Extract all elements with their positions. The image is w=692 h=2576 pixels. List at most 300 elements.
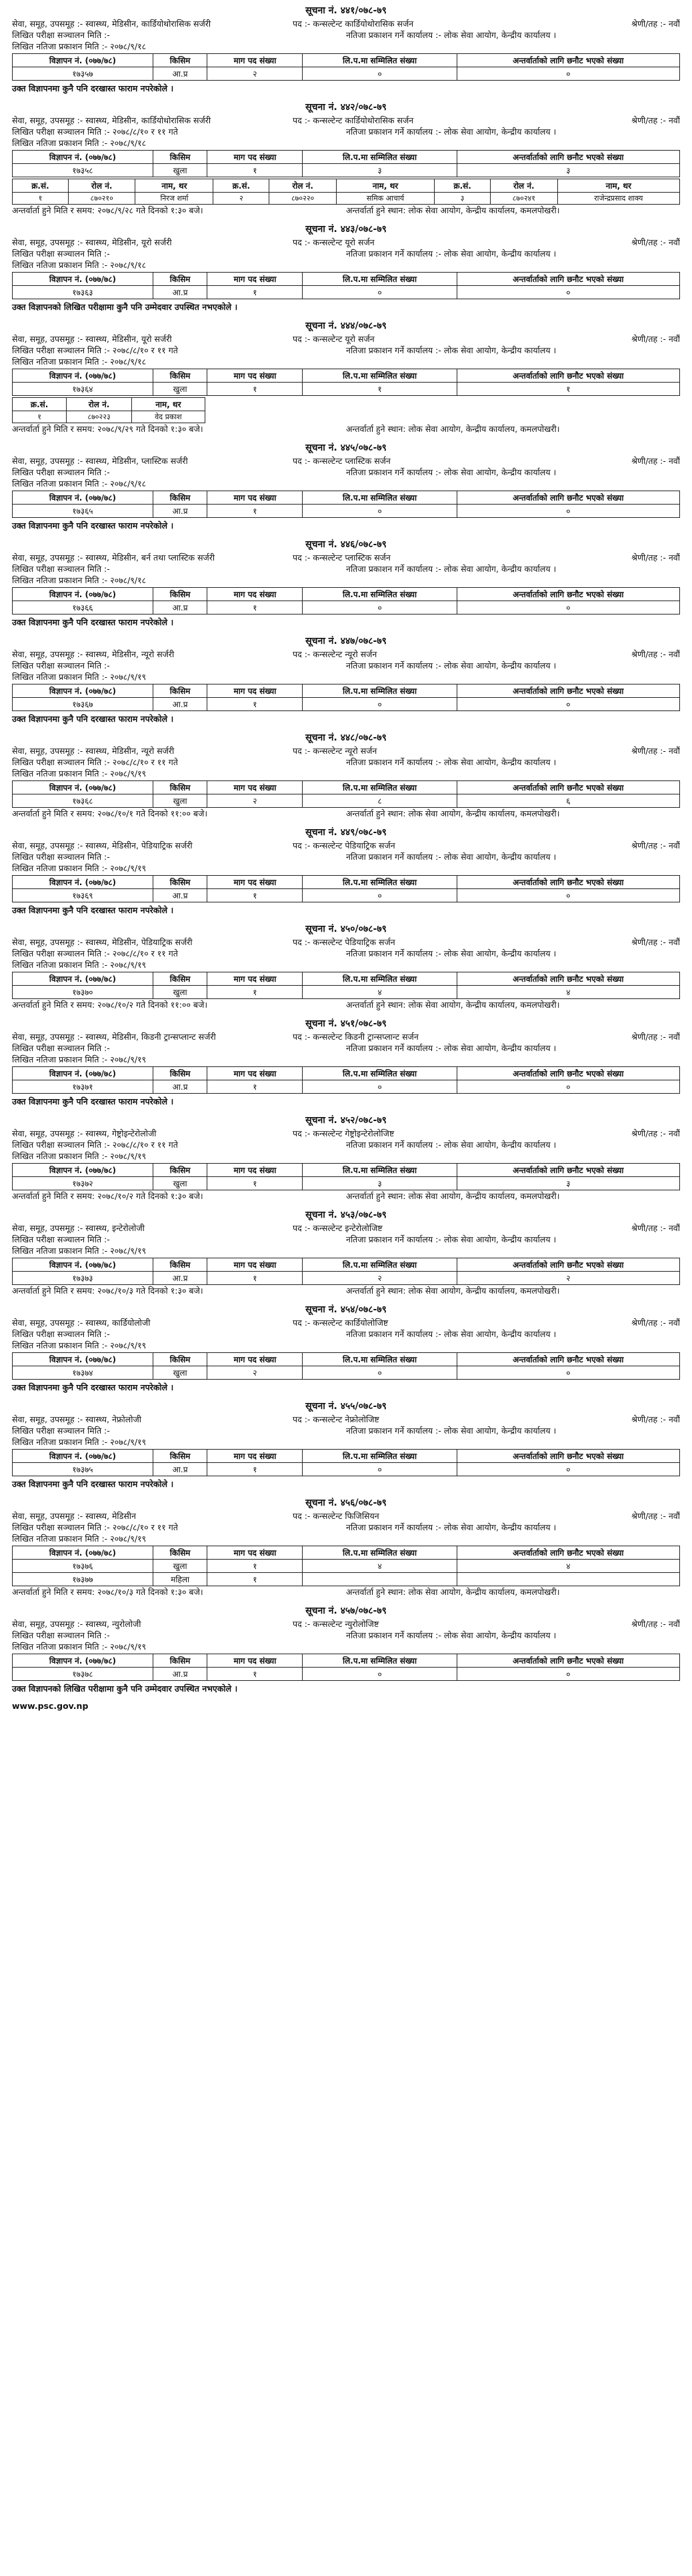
post-text: पद :- कन्सल्टेन्ट न्यूरो सर्जन xyxy=(293,649,377,659)
table-cell: ३ xyxy=(303,164,457,177)
column-header: माग पद संख्या xyxy=(207,876,303,889)
office-text: नतिजा प्रकाशन गर्ने कार्यालय :- लोक सेवा आयोग, केन्द्रीय कार्यालय । xyxy=(346,757,557,767)
table-cell: २ xyxy=(207,794,303,808)
interview-venue: अन्तर्वार्ता हुने स्थान: लोक सेवा आयोग, केन्द्रीय कार्यालय, कमलपोखरी। xyxy=(346,1000,560,1010)
notice-section xyxy=(12,1496,680,1598)
table-cell: आ.प्र xyxy=(153,286,207,299)
advert-table xyxy=(12,369,680,396)
table-cell: ० xyxy=(457,1080,679,1094)
table-cell: १७३६५ xyxy=(13,505,153,518)
table-cell: आ.प्र xyxy=(153,67,207,81)
table-cell: १ xyxy=(207,889,303,902)
column-header: किसिम xyxy=(153,369,207,383)
notice-number: सूचना नं. ४५३/०७८-७९ xyxy=(305,1210,387,1220)
level-text: श्रेणी/तह :- नवौं xyxy=(631,553,680,563)
column-header: किसिम xyxy=(153,781,207,794)
table-cell: ० xyxy=(303,1366,457,1380)
column-header: माग पद संख्या xyxy=(207,781,303,794)
status-note: उक्त विज्ञापनमा कुनै पनि दरखास्त फाराम नपरेकोले । xyxy=(12,1096,174,1106)
office-text: नतिजा प्रकाशन गर्ने कार्यालय :- लोक सेवा आयोग, केन्द्रीय कार्यालय । xyxy=(346,1140,557,1150)
result-date: लिखित नतिजा प्रकाशन मिति :- २०७८/९/१८ xyxy=(12,357,147,367)
notice-number: सूचना नं. ४५०/०७८-७९ xyxy=(305,924,387,934)
interview-row xyxy=(12,205,680,216)
column-header: लि.प.मा सम्मिलित संख्या xyxy=(303,781,457,794)
notice-number: सूचना नं. ४४८/०७८-७९ xyxy=(305,732,387,743)
table-cell: ४ xyxy=(303,986,457,999)
column-header: किसिम xyxy=(153,1258,207,1272)
service-text: सेवा, समूह, उपसमूह :- स्वास्थ्य, मेडिसीन, न्यूरो सर्जरी xyxy=(12,746,175,756)
table-cell: ३ xyxy=(303,1177,457,1190)
table-header xyxy=(13,369,680,383)
table-cell: ० xyxy=(303,601,457,615)
column-header: विज्ञापन नं. (०७७/७८) xyxy=(13,1258,153,1272)
post-text: पद :- कन्सल्टेन्ट कार्डियोथोरासिक सर्जन xyxy=(293,115,414,125)
result-date: लिखित नतिजा प्रकाशन मिति :- २०७८/९/१९ xyxy=(12,1534,147,1544)
table-cell: ८७०२२३ xyxy=(67,411,132,423)
exam-date: लिखित परीक्षा सञ्चालन मिति :- २०७८/८/१० र ११ गते xyxy=(12,127,178,137)
table-cell: १ xyxy=(207,1573,303,1586)
office-text: नतिजा प्रकाशन गर्ने कार्यालय :- लोक सेवा आयोग, केन्द्रीय कार्यालय । xyxy=(346,127,557,137)
advert-table xyxy=(12,972,680,999)
office-text: नतिजा प्रकाशन गर्ने कार्यालय :- लोक सेवा आयोग, केन्द्रीय कार्यालय । xyxy=(346,345,557,355)
level-text: श्रेणी/तह :- नवौं xyxy=(631,1032,680,1042)
column-header: किसिम xyxy=(153,876,207,889)
notice-number: सूचना नं. ४४३/०७८-७९ xyxy=(305,224,387,235)
table-cell: २ xyxy=(457,1272,679,1285)
column-header: अन्तर्वार्ताको लागि छनौट भएको संख्या xyxy=(457,54,679,67)
column-header: रोल नं. xyxy=(68,179,135,193)
column-header: माग पद संख्या xyxy=(207,1258,303,1272)
notice-section xyxy=(12,538,680,628)
table-row xyxy=(13,193,680,205)
table-header xyxy=(13,398,205,411)
column-header: लि.प.मा सम्मिलित संख्या xyxy=(303,1067,457,1080)
exam-row xyxy=(12,1139,680,1150)
post-text: पद :- कन्सल्टेन्ट न्यूरो सर्जन xyxy=(293,746,377,756)
table-cell: ८७०२२० xyxy=(269,193,337,205)
table-header xyxy=(13,1353,680,1366)
column-header: लि.प.मा सम्मिलित संख्या xyxy=(303,588,457,601)
column-header: लि.प.मा सम्मिलित संख्या xyxy=(303,972,457,986)
column-header: विज्ञापन नं. (०७७/७८) xyxy=(13,1353,153,1366)
result-date: लिखित नतिजा प्रकाशन मिति :- २०७८/९/१९ xyxy=(12,1340,147,1350)
table-cell: २ xyxy=(303,1272,457,1285)
table-cell: समिक आचार्य xyxy=(336,193,434,205)
interview-venue: अन्तर्वार्ता हुने स्थान: लोक सेवा आयोग, केन्द्रीय कार्यालय, कमलपोखरी। xyxy=(346,808,560,818)
status-note: उक्त विज्ञापनमा कुनै पनि दरखास्त फाराम नपरेकोले । xyxy=(12,83,174,93)
office-text: नतिजा प्रकाशन गर्ने कार्यालय :- लोक सेवा आयोग, केन्द्रीय कार्यालय । xyxy=(346,1630,557,1640)
level-text: श्रेणी/तह :- नवौं xyxy=(631,937,680,947)
table-cell: १७३६९ xyxy=(13,889,153,902)
service-row xyxy=(12,1510,680,1522)
result-date: लिखित नतिजा प्रकाशन मिति :- २०७८/९/१९ xyxy=(12,960,147,970)
advert-table xyxy=(12,1066,680,1094)
exam-row xyxy=(12,1522,680,1533)
column-header: अन्तर्वार्ताको लागि छनौट भएको संख्या xyxy=(457,588,679,601)
notice-number: सूचना नं. ४४५/०७८-७९ xyxy=(305,443,387,453)
column-header: किसिम xyxy=(153,273,207,286)
result-date: लिखित नतिजा प्रकाशन मिति :- २०७८/९/१८ xyxy=(12,138,147,148)
column-header: रोल नं. xyxy=(67,398,132,411)
column-header: किसिम xyxy=(153,1067,207,1080)
table-cell: खुला xyxy=(153,1366,207,1380)
result-date: लिखित नतिजा प्रकाशन मिति :- २०७८/९/१८ xyxy=(12,41,147,51)
column-header: लि.प.मा सम्मिलित संख्या xyxy=(303,1258,457,1272)
column-header: विज्ञापन नं. (०७७/७८) xyxy=(13,1546,153,1560)
table-cell: १ xyxy=(207,505,303,518)
column-header: माग पद संख्या xyxy=(207,273,303,286)
notice-section xyxy=(12,1400,680,1490)
column-header: विज्ञापन नं. (०७७/७८) xyxy=(13,1654,153,1668)
level-text: श्रेणी/तह :- नवौं xyxy=(631,746,680,756)
post-text: पद :- कन्सल्टेन्ट गेष्ट्रोइन्टेरोलोजिष्ट xyxy=(293,1128,395,1138)
office-text: नतिजा प्रकाशन गर्ने कार्यालय :- लोक सेवा आयोग, केन्द्रीय कार्यालय । xyxy=(346,1329,557,1339)
level-text: श्रेणी/तह :- नवौं xyxy=(631,237,680,247)
service-row xyxy=(12,552,680,563)
column-header: माग पद संख्या xyxy=(207,1353,303,1366)
column-header: विज्ञापन नं. (०७७/७८) xyxy=(13,684,153,698)
office-text: नतिजा प्रकाशन गर्ने कार्यालय :- लोक सेवा आयोग, केन्द्रीय कार्यालय । xyxy=(346,1426,557,1436)
exam-date: लिखित परीक्षा सञ्चालन मिति :- २०७८/८/१० र ११ गते xyxy=(12,1140,178,1150)
level-text: श्रेणी/तह :- नवौं xyxy=(631,1619,680,1629)
table-cell: राजेन्द्रप्रसाद शाक्य xyxy=(557,193,679,205)
level-text: श्रेणी/तह :- नवौं xyxy=(631,1223,680,1233)
table-cell: १ xyxy=(13,193,69,205)
exam-date: लिखित परीक्षा सञ्चालन मिति :- xyxy=(12,564,110,574)
level-text: श्रेणी/तह :- नवौं xyxy=(631,19,680,29)
exam-row xyxy=(12,248,680,259)
office-text: नतिजा प्रकाशन गर्ने कार्यालय :- लोक सेवा आयोग, केन्द्रीय कार्यालय । xyxy=(346,249,557,259)
column-header: क्र.सं. xyxy=(13,398,67,411)
service-row xyxy=(12,1317,680,1328)
service-row xyxy=(12,936,680,948)
result-date: लिखित नतिजा प्रकाशन मिति :- २०७८/९/१९ xyxy=(12,1246,147,1256)
table-cell: १७३६४ xyxy=(13,383,153,396)
table-cell: खुला xyxy=(153,383,207,396)
exam-row xyxy=(12,948,680,959)
table-cell: ४ xyxy=(457,986,679,999)
notice-section xyxy=(12,1303,680,1393)
table-row xyxy=(13,794,680,808)
post-text: पद :- कन्सल्टेन्ट कार्डियोथोरासिक सर्जन xyxy=(293,19,414,29)
candidate-table xyxy=(12,179,680,205)
column-header: माग पद संख्या xyxy=(207,1450,303,1463)
table-cell: ० xyxy=(457,698,679,711)
exam-row xyxy=(12,1042,680,1054)
service-row xyxy=(12,1128,680,1139)
table-row xyxy=(13,889,680,902)
column-header: अन्तर्वार्ताको लागि छनौट भएको संख्या xyxy=(457,1067,679,1080)
table-cell: ३ xyxy=(435,193,491,205)
interview-time: अन्तर्वार्ता हुने मिति र समय: २०७८/१०/३ गते दिनको १:३० बजे। xyxy=(12,1286,203,1296)
service-text: सेवा, समूह, उपसमूह :- स्वास्थ्य, मेडिसीन, पेडियाट्रिक सर्जरी xyxy=(12,840,193,850)
level-text: श्रेणी/तह :- नवौं xyxy=(631,115,680,125)
column-header: अन्तर्वार्ताको लागि छनौट भएको संख्या xyxy=(457,1164,679,1177)
column-header: क्र.सं. xyxy=(13,179,69,193)
table-cell: ३ xyxy=(457,1177,679,1190)
service-row xyxy=(12,648,680,660)
table-cell: खुला xyxy=(153,794,207,808)
table-cell: १७३६८ xyxy=(13,794,153,808)
table-row xyxy=(13,698,680,711)
column-header: लि.प.मा सम्मिलित संख्या xyxy=(303,1164,457,1177)
status-note: उक्त विज्ञापनको लिखित परीक्षामा कुनै पनि उम्मेदवार उपस्थित नभएकोले । xyxy=(12,1684,238,1694)
exam-row xyxy=(12,1425,680,1436)
office-text: नतिजा प्रकाशन गर्ने कार्यालय :- लोक सेवा आयोग, केन्द्रीय कार्यालय । xyxy=(346,660,557,670)
table-row xyxy=(13,1463,680,1476)
interview-time: अन्तर्वार्ता हुने मिति र समय: २०७८/१०/३ गते दिनको १:३० बजे। xyxy=(12,1587,203,1597)
service-row xyxy=(12,1618,680,1630)
post-text: पद :- कन्सल्टेन्ट पेडियाट्रिक सर्जन xyxy=(293,937,395,947)
table-cell: १७३५७ xyxy=(13,67,153,81)
table-cell: ० xyxy=(303,1080,457,1094)
column-header: माग पद संख्या xyxy=(207,54,303,67)
column-header: अन्तर्वार्ताको लागि छनौट भएको संख्या xyxy=(457,972,679,986)
table-cell: १७३७० xyxy=(13,986,153,999)
column-header: लि.प.मा सम्मिलित संख्या xyxy=(303,491,457,505)
table-cell: १७३६७ xyxy=(13,698,153,711)
table-header xyxy=(13,1258,680,1272)
column-header: अन्तर्वार्ताको लागि छनौट भएको संख्या xyxy=(457,876,679,889)
service-text: सेवा, समूह, उपसमूह :- स्वास्थ्य, मेडिसीन, किडनी ट्रान्सप्लान्ट सर्जरी xyxy=(12,1032,216,1042)
table-row xyxy=(13,1272,680,1285)
post-text: पद :- कन्सल्टेन्ट किडनी ट्रान्सप्लान्ट सर्जन xyxy=(293,1032,419,1042)
service-text: सेवा, समूह, उपसमूह :- स्वास्थ्य, मेडिसीन, यूरो सर्जरी xyxy=(12,237,172,247)
service-text: सेवा, समूह, उपसमूह :- स्वास्थ्य, मेडिसीन xyxy=(12,1511,136,1521)
table-header xyxy=(13,588,680,601)
table-cell: १ xyxy=(207,1177,303,1190)
table-cell: ० xyxy=(457,67,679,81)
table-cell: १ xyxy=(13,411,67,423)
table-cell: वेद प्रकाश xyxy=(131,411,205,423)
table-row xyxy=(13,164,680,177)
interview-row xyxy=(12,999,680,1010)
table-cell: १ xyxy=(207,1560,303,1573)
interview-row xyxy=(12,808,680,819)
post-text: पद :- कन्सल्टेन्ट पेडियाट्रिक सर्जन xyxy=(293,840,395,850)
advert-table xyxy=(12,1654,680,1681)
interview-row xyxy=(12,1586,680,1598)
interview-time: अन्तर्वार्ता हुने मिति र समय: २०७८/१०/२ गते दिनको १:३० बजे। xyxy=(12,1191,203,1201)
notice-section xyxy=(12,635,680,724)
status-note: उक्त विज्ञापनमा कुनै पनि दरखास्त फाराम नपरेकोले । xyxy=(12,521,174,531)
exam-date: लिखित परीक्षा सञ्चालन मिति :- xyxy=(12,1329,110,1339)
advert-table xyxy=(12,587,680,615)
table-cell: १७३६३ xyxy=(13,286,153,299)
column-header: अन्तर्वार्ताको लागि छनौट भएको संख्या xyxy=(457,369,679,383)
column-header: अन्तर्वार्ताको लागि छनौट भएको संख्या xyxy=(457,684,679,698)
table-header xyxy=(13,151,680,164)
column-header: माग पद संख्या xyxy=(207,1546,303,1560)
column-header: लि.प.मा सम्मिलित संख्या xyxy=(303,1450,457,1463)
column-header: विज्ञापन नं. (०७७/७८) xyxy=(13,491,153,505)
table-cell: ३ xyxy=(457,164,679,177)
advert-table xyxy=(12,1258,680,1285)
table-cell: ६ xyxy=(457,794,679,808)
service-row xyxy=(12,333,680,345)
table-cell: १ xyxy=(207,986,303,999)
notice-section xyxy=(12,1017,680,1107)
notice-section xyxy=(12,1604,680,1694)
column-header: अन्तर्वार्ताको लागि छनौट भएको संख्या xyxy=(457,1353,679,1366)
column-header: लि.प.मा सम्मिलित संख्या xyxy=(303,876,457,889)
service-row xyxy=(12,1414,680,1425)
notice-section xyxy=(12,731,680,819)
column-header: रोल नं. xyxy=(491,179,558,193)
column-header: लि.प.मा सम्मिलित संख्या xyxy=(303,273,457,286)
table-cell: निरज शर्मा xyxy=(135,193,213,205)
interview-time: अन्तर्वार्ता हुने मिति र समय: २०७८/९/२८ गते दिनको १:३० बजे। xyxy=(12,205,203,215)
column-header: अन्तर्वार्ताको लागि छनौट भएको संख्या xyxy=(457,151,679,164)
service-row xyxy=(12,745,680,756)
table-cell: १७३६६ xyxy=(13,601,153,615)
notice-number: सूचना नं. ४५७/०७८-७९ xyxy=(305,1606,387,1616)
column-header: विज्ञापन नं. (०७७/७८) xyxy=(13,1164,153,1177)
office-text: नतिजा प्रकाशन गर्ने कार्यालय :- लोक सेवा आयोग, केन्द्रीय कार्यालय । xyxy=(346,1522,557,1532)
service-row xyxy=(12,1222,680,1234)
site-url: www.psc.gov.np xyxy=(12,1701,89,1711)
column-header: किसिम xyxy=(153,1164,207,1177)
result-date: लिखित नतिजा प्रकाशन मिति :- २०७८/९/१९ xyxy=(12,672,147,682)
column-header: विज्ञापन नं. (०७७/७८) xyxy=(13,1067,153,1080)
table-header xyxy=(13,781,680,794)
table-cell: ० xyxy=(303,286,457,299)
table-header xyxy=(13,1164,680,1177)
service-row xyxy=(12,840,680,851)
exam-date: लिखित परीक्षा सञ्चालन मिति :- २०७८/८/१० र ११ गते xyxy=(12,345,178,355)
table-cell: ० xyxy=(457,889,679,902)
table-header xyxy=(13,876,680,889)
table-cell: ८७०२४१ xyxy=(491,193,558,205)
table-row xyxy=(13,1668,680,1681)
notice-section xyxy=(12,1208,680,1296)
table-cell: २ xyxy=(207,1366,303,1380)
column-header: लि.प.मा सम्मिलित संख्या xyxy=(303,1654,457,1668)
table-cell: ८ xyxy=(303,794,457,808)
column-header: नाम, थर xyxy=(135,179,213,193)
column-header: माग पद संख्या xyxy=(207,684,303,698)
status-note: उक्त विज्ञापनमा कुनै पनि दरखास्त फाराम नपरेकोले । xyxy=(12,1479,174,1489)
column-header: माग पद संख्या xyxy=(207,1654,303,1668)
table-cell: १७३७५ xyxy=(13,1463,153,1476)
column-header: माग पद संख्या xyxy=(207,491,303,505)
advert-table xyxy=(12,1352,680,1380)
table-row xyxy=(13,505,680,518)
exam-date: लिखित परीक्षा सञ्चालन मिति :- २०७८/८/१० र ११ गते xyxy=(12,1522,178,1532)
post-text: पद :- कन्सल्टेन्ट इन्टेरोलोजिष्ट xyxy=(293,1223,383,1233)
column-header: किसिम xyxy=(153,1654,207,1668)
exam-date: लिखित परीक्षा सञ्चालन मिति :- xyxy=(12,660,110,670)
table-cell: आ.प्र xyxy=(153,601,207,615)
table-cell: ० xyxy=(303,698,457,711)
column-header: रोल नं. xyxy=(269,179,337,193)
post-text: पद :- कन्सल्टेन्ट नेफ्रोलोजिष्ट xyxy=(293,1414,379,1424)
status-note: उक्त विज्ञापनको लिखित परीक्षामा कुनै पनि उम्मेदवार उपस्थित नभएकोले । xyxy=(12,302,238,312)
notice-number: सूचना नं. ४५६/०७८-७९ xyxy=(305,1498,387,1508)
table-cell: १७३५८ xyxy=(13,164,153,177)
notice-number: सूचना नं. ४५२/०७८-७९ xyxy=(305,1115,387,1126)
service-text: सेवा, समूह, उपसमूह :- स्वास्थ्य, गेष्ट्रोइन्टेरोलोजी xyxy=(12,1128,157,1138)
interview-venue: अन्तर्वार्ता हुने स्थान: लोक सेवा आयोग, केन्द्रीय कार्यालय, कमलपोखरी। xyxy=(346,1587,560,1597)
exam-row xyxy=(12,1630,680,1641)
table-cell: आ.प्र xyxy=(153,1272,207,1285)
table-cell: ० xyxy=(457,286,679,299)
status-note: उक्त विज्ञापनमा कुनै पनि दरखास्त फाराम नपरेकोले । xyxy=(12,714,174,724)
advert-table xyxy=(12,1449,680,1476)
table-cell: आ.प्र xyxy=(153,698,207,711)
post-text: पद :- कन्सल्टेन्ट न्युरोलोजिष्ट xyxy=(293,1619,379,1629)
column-header: अन्तर्वार्ताको लागि छनौट भएको संख्या xyxy=(457,1546,679,1560)
table-cell: ० xyxy=(303,505,457,518)
notice-number: सूचना नं. ४४१/०७८-७९ xyxy=(305,5,387,16)
table-cell: खुला xyxy=(153,1560,207,1573)
post-text: पद :- कन्सल्टेन्ट कार्डियोलोजिष्ट xyxy=(293,1318,389,1328)
exam-date: लिखित परीक्षा सञ्चालन मिति :- xyxy=(12,1234,110,1244)
table-cell: १ xyxy=(207,286,303,299)
table-header xyxy=(13,179,680,193)
service-text: सेवा, समूह, उपसमूह :- स्वास्थ्य, मेडिसीन, कार्डियोथोरासिक सर्जरी xyxy=(12,19,211,29)
advert-table xyxy=(12,150,680,177)
service-text: सेवा, समूह, उपसमूह :- स्वास्थ्य, कार्डियोलोजी xyxy=(12,1318,151,1328)
notice-section xyxy=(12,826,680,916)
column-header: अन्तर्वार्ताको लागि छनौट भएको संख्या xyxy=(457,1654,679,1668)
exam-date: लिखित परीक्षा सञ्चालन मिति :- xyxy=(12,30,110,40)
column-header: लि.प.मा सम्मिलित संख्या xyxy=(303,369,457,383)
office-text: नतिजा प्रकाशन गर्ने कार्यालय :- लोक सेवा आयोग, केन्द्रीय कार्यालय । xyxy=(346,1043,557,1053)
column-header: अन्तर्वार्ताको लागि छनौट भएको संख्या xyxy=(457,491,679,505)
table-cell: १७३७२ xyxy=(13,1177,153,1190)
table-cell: १ xyxy=(207,601,303,615)
exam-row xyxy=(12,1328,680,1340)
column-header: किसिम xyxy=(153,1546,207,1560)
status-note: उक्त विज्ञापनमा कुनै पनि दरखास्त फाराम नपरेकोले । xyxy=(12,617,174,627)
column-header: किसिम xyxy=(153,151,207,164)
notice-number: सूचना नं. ४५१/०७८-७९ xyxy=(305,1018,387,1029)
status-note: उक्त विज्ञापनमा कुनै पनि दरखास्त फाराम नपरेकोले । xyxy=(12,905,174,915)
table-row xyxy=(13,1366,680,1380)
exam-date: लिखित परीक्षा सञ्चालन मिति :- xyxy=(12,1630,110,1640)
exam-row xyxy=(12,1234,680,1245)
office-text: नतिजा प्रकाशन गर्ने कार्यालय :- लोक सेवा आयोग, केन्द्रीय कार्यालय । xyxy=(346,852,557,862)
notice-number: सूचना नं. ४४६/०७८-७९ xyxy=(305,539,387,550)
column-header: नाम, थर xyxy=(336,179,434,193)
column-header: लि.प.मा सम्मिलित संख्या xyxy=(303,151,457,164)
table-cell: १ xyxy=(207,1463,303,1476)
table-cell: १ xyxy=(207,698,303,711)
table-row xyxy=(13,1560,680,1573)
table-cell: १७३७४ xyxy=(13,1366,153,1380)
post-text: पद :- कन्सल्टेन्ट प्लास्टिक सर्जन xyxy=(293,456,391,466)
table-header xyxy=(13,1546,680,1560)
table-header xyxy=(13,972,680,986)
column-header: विज्ञापन नं. (०७७/७८) xyxy=(13,1450,153,1463)
level-text: श्रेणी/तह :- नवौं xyxy=(631,1128,680,1138)
table-cell: ० xyxy=(303,889,457,902)
table-cell: ८७०२१० xyxy=(68,193,135,205)
column-header: नाम, थर xyxy=(557,179,679,193)
level-text: श्रेणी/तह :- नवौं xyxy=(631,456,680,466)
column-header: नाम, थर xyxy=(131,398,205,411)
exam-row xyxy=(12,756,680,768)
result-date: लिखित नतिजा प्रकाशन मिति :- २०७८/९/१९ xyxy=(12,1054,147,1064)
column-header: अन्तर्वार्ताको लागि छनौट भएको संख्या xyxy=(457,273,679,286)
service-text: सेवा, समूह, उपसमूह :- स्वास्थ्य, नेफ्रोलोजी xyxy=(12,1414,141,1424)
table-cell: १७३७१ xyxy=(13,1080,153,1094)
interview-row xyxy=(12,1190,680,1202)
service-text: सेवा, समूह, उपसमूह :- स्वास्थ्य, मेडिसीन, बर्न तथा प्लास्टिक सर्जरी xyxy=(12,553,215,563)
table-header xyxy=(13,491,680,505)
column-header: अन्तर्वार्ताको लागि छनौट भएको संख्या xyxy=(457,781,679,794)
